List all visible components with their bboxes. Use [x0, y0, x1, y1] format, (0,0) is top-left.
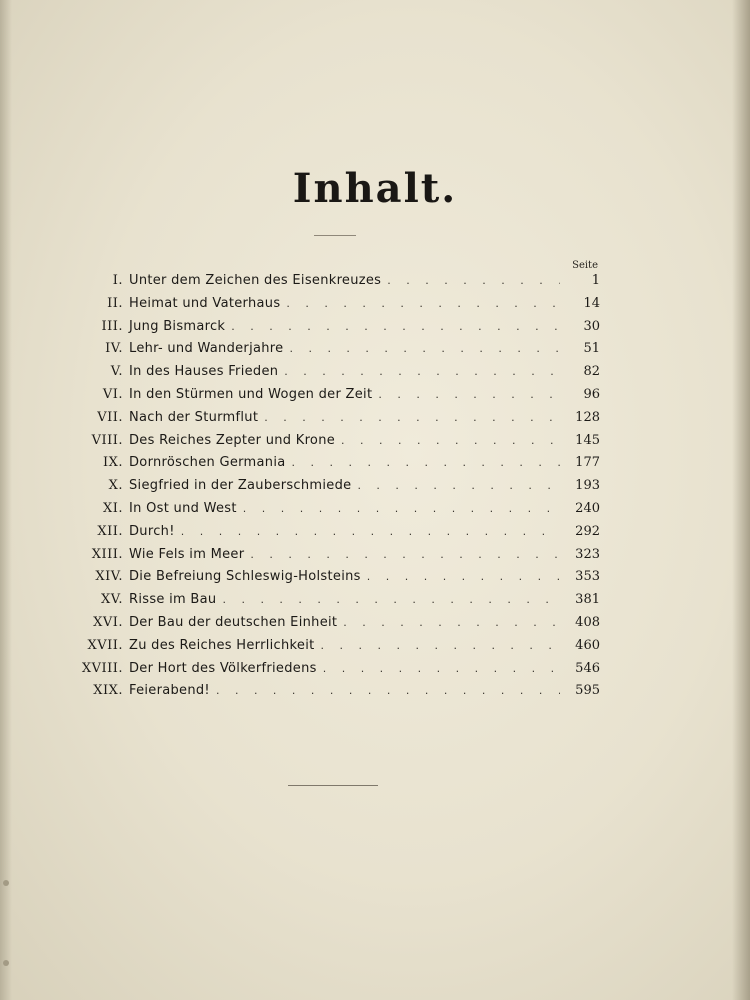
- toc-entry: [60, 319, 600, 342]
- page-number: 51: [583, 341, 600, 357]
- chapter-number: XVI.: [93, 614, 123, 630]
- page-number: 240: [575, 500, 600, 516]
- chapter-number: XII.: [97, 523, 123, 539]
- page-number: 408: [575, 614, 600, 630]
- chapter-number: III.: [101, 318, 123, 334]
- toc-entry: [60, 683, 600, 706]
- page-number: 292: [575, 523, 600, 539]
- dot-leader: [231, 320, 560, 333]
- chapter-title: Feierabend!: [129, 683, 210, 699]
- chapter-title: Der Bau der deutschen Einheit: [129, 614, 338, 630]
- chapter-number: VI.: [102, 386, 123, 402]
- page-number: 546: [575, 660, 600, 676]
- page-number: 30: [583, 318, 600, 334]
- chapter-number: II.: [107, 295, 123, 311]
- chapter-number: VIII.: [91, 432, 123, 448]
- chapter-number: XVII.: [87, 637, 123, 653]
- chapter-number: XV.: [100, 592, 123, 608]
- page-number: 145: [575, 432, 600, 448]
- toc-entry: [60, 547, 600, 570]
- toc-entry: [60, 296, 600, 319]
- chapter-number: XIX.: [93, 683, 123, 699]
- toc-entry: [60, 569, 600, 592]
- title-divider: [314, 235, 356, 236]
- chapter-title: Nach der Sturmflut: [129, 409, 259, 425]
- chapter-number: XIII.: [91, 546, 123, 562]
- chapter-title: Zu des Reiches Herrlichkeit: [129, 637, 315, 653]
- page-number: 1: [591, 273, 600, 288]
- table-of-contents: [60, 273, 600, 706]
- toc-entry: [60, 478, 600, 501]
- dot-leader: [378, 388, 560, 401]
- chapter-title: Dornröschen Germania: [129, 455, 286, 471]
- chapter-number: VII.: [97, 409, 123, 425]
- page-column-label: Seite: [572, 260, 598, 271]
- page-number: 96: [583, 386, 600, 402]
- dot-leader: [284, 365, 560, 378]
- chapter-number: I.: [112, 273, 123, 288]
- dot-leader: [387, 274, 560, 287]
- dot-leader: [343, 616, 560, 629]
- chapter-title: Durch!: [129, 523, 175, 539]
- binding-hole: [3, 880, 9, 886]
- chapter-title: Der Hort des Völkerfriedens: [129, 660, 317, 676]
- dot-leader: [341, 434, 560, 447]
- toc-entry: [60, 341, 600, 364]
- chapter-title: Heimat und Vaterhaus: [129, 295, 281, 311]
- page-number: 595: [575, 683, 600, 699]
- page-number: 177: [575, 455, 600, 471]
- toc-entry: [60, 433, 600, 456]
- page-number: 14: [583, 295, 600, 311]
- dot-leader: [243, 502, 560, 515]
- page-title: Inhalt.: [292, 165, 458, 212]
- toc-entry: [60, 364, 600, 387]
- dot-leader: [289, 342, 560, 355]
- dot-leader: [292, 456, 561, 469]
- dot-leader: [222, 593, 560, 606]
- chapter-title: In Ost und West: [129, 500, 237, 516]
- chapter-title: Unter dem Zeichen des Eisenkreuzes: [129, 273, 382, 288]
- toc-entry: [60, 615, 600, 638]
- page-number: 128: [575, 409, 600, 425]
- chapter-title: Risse im Bau: [129, 592, 217, 608]
- dot-leader: [250, 548, 560, 561]
- page-number: 323: [575, 546, 600, 562]
- dot-leader: [321, 639, 561, 652]
- chapter-title: Jung Bismarck: [129, 318, 226, 334]
- dot-leader: [264, 411, 560, 424]
- toc-entry: [60, 638, 600, 661]
- page-number: 460: [575, 637, 600, 653]
- chapter-number: IV.: [105, 341, 123, 357]
- toc-entry: [60, 524, 600, 547]
- chapter-number: IX.: [102, 455, 123, 471]
- toc-entry: [60, 410, 600, 433]
- bottom-divider: [288, 785, 378, 786]
- toc-entry: [60, 661, 600, 684]
- page-number: 193: [575, 478, 600, 494]
- toc-entry: [60, 273, 600, 296]
- page-number: 381: [575, 592, 600, 608]
- chapter-number: XI.: [102, 500, 123, 516]
- binding-hole: [3, 960, 9, 966]
- chapter-number: XIV.: [95, 569, 123, 585]
- dot-leader: [357, 479, 560, 492]
- chapter-number: XVIII.: [81, 660, 123, 676]
- toc-entry: [60, 387, 600, 410]
- chapter-title: Des Reiches Zepter und Krone: [129, 432, 336, 448]
- toc-entry: [60, 592, 600, 615]
- chapter-title: In des Hauses Frieden: [129, 364, 279, 380]
- dot-leader: [286, 297, 560, 310]
- dot-leader: [181, 525, 560, 538]
- chapter-number: V.: [110, 364, 123, 380]
- page-number: 353: [575, 569, 600, 585]
- dot-leader: [367, 570, 560, 583]
- dot-leader: [216, 684, 560, 697]
- toc-entry: [60, 501, 600, 524]
- toc-entry: [60, 455, 600, 478]
- page-number: 82: [583, 364, 600, 380]
- chapter-title: Lehr- und Wanderjahre: [129, 341, 284, 357]
- chapter-number: X.: [108, 478, 123, 494]
- chapter-title: Siegfried in der Zauberschmiede: [129, 478, 352, 494]
- chapter-title: Wie Fels im Meer: [129, 546, 245, 562]
- chapter-title: In den Stürmen und Wogen der Zeit: [129, 386, 373, 402]
- dot-leader: [323, 662, 560, 675]
- chapter-title: Die Befreiung Schleswig-Holsteins: [129, 569, 361, 585]
